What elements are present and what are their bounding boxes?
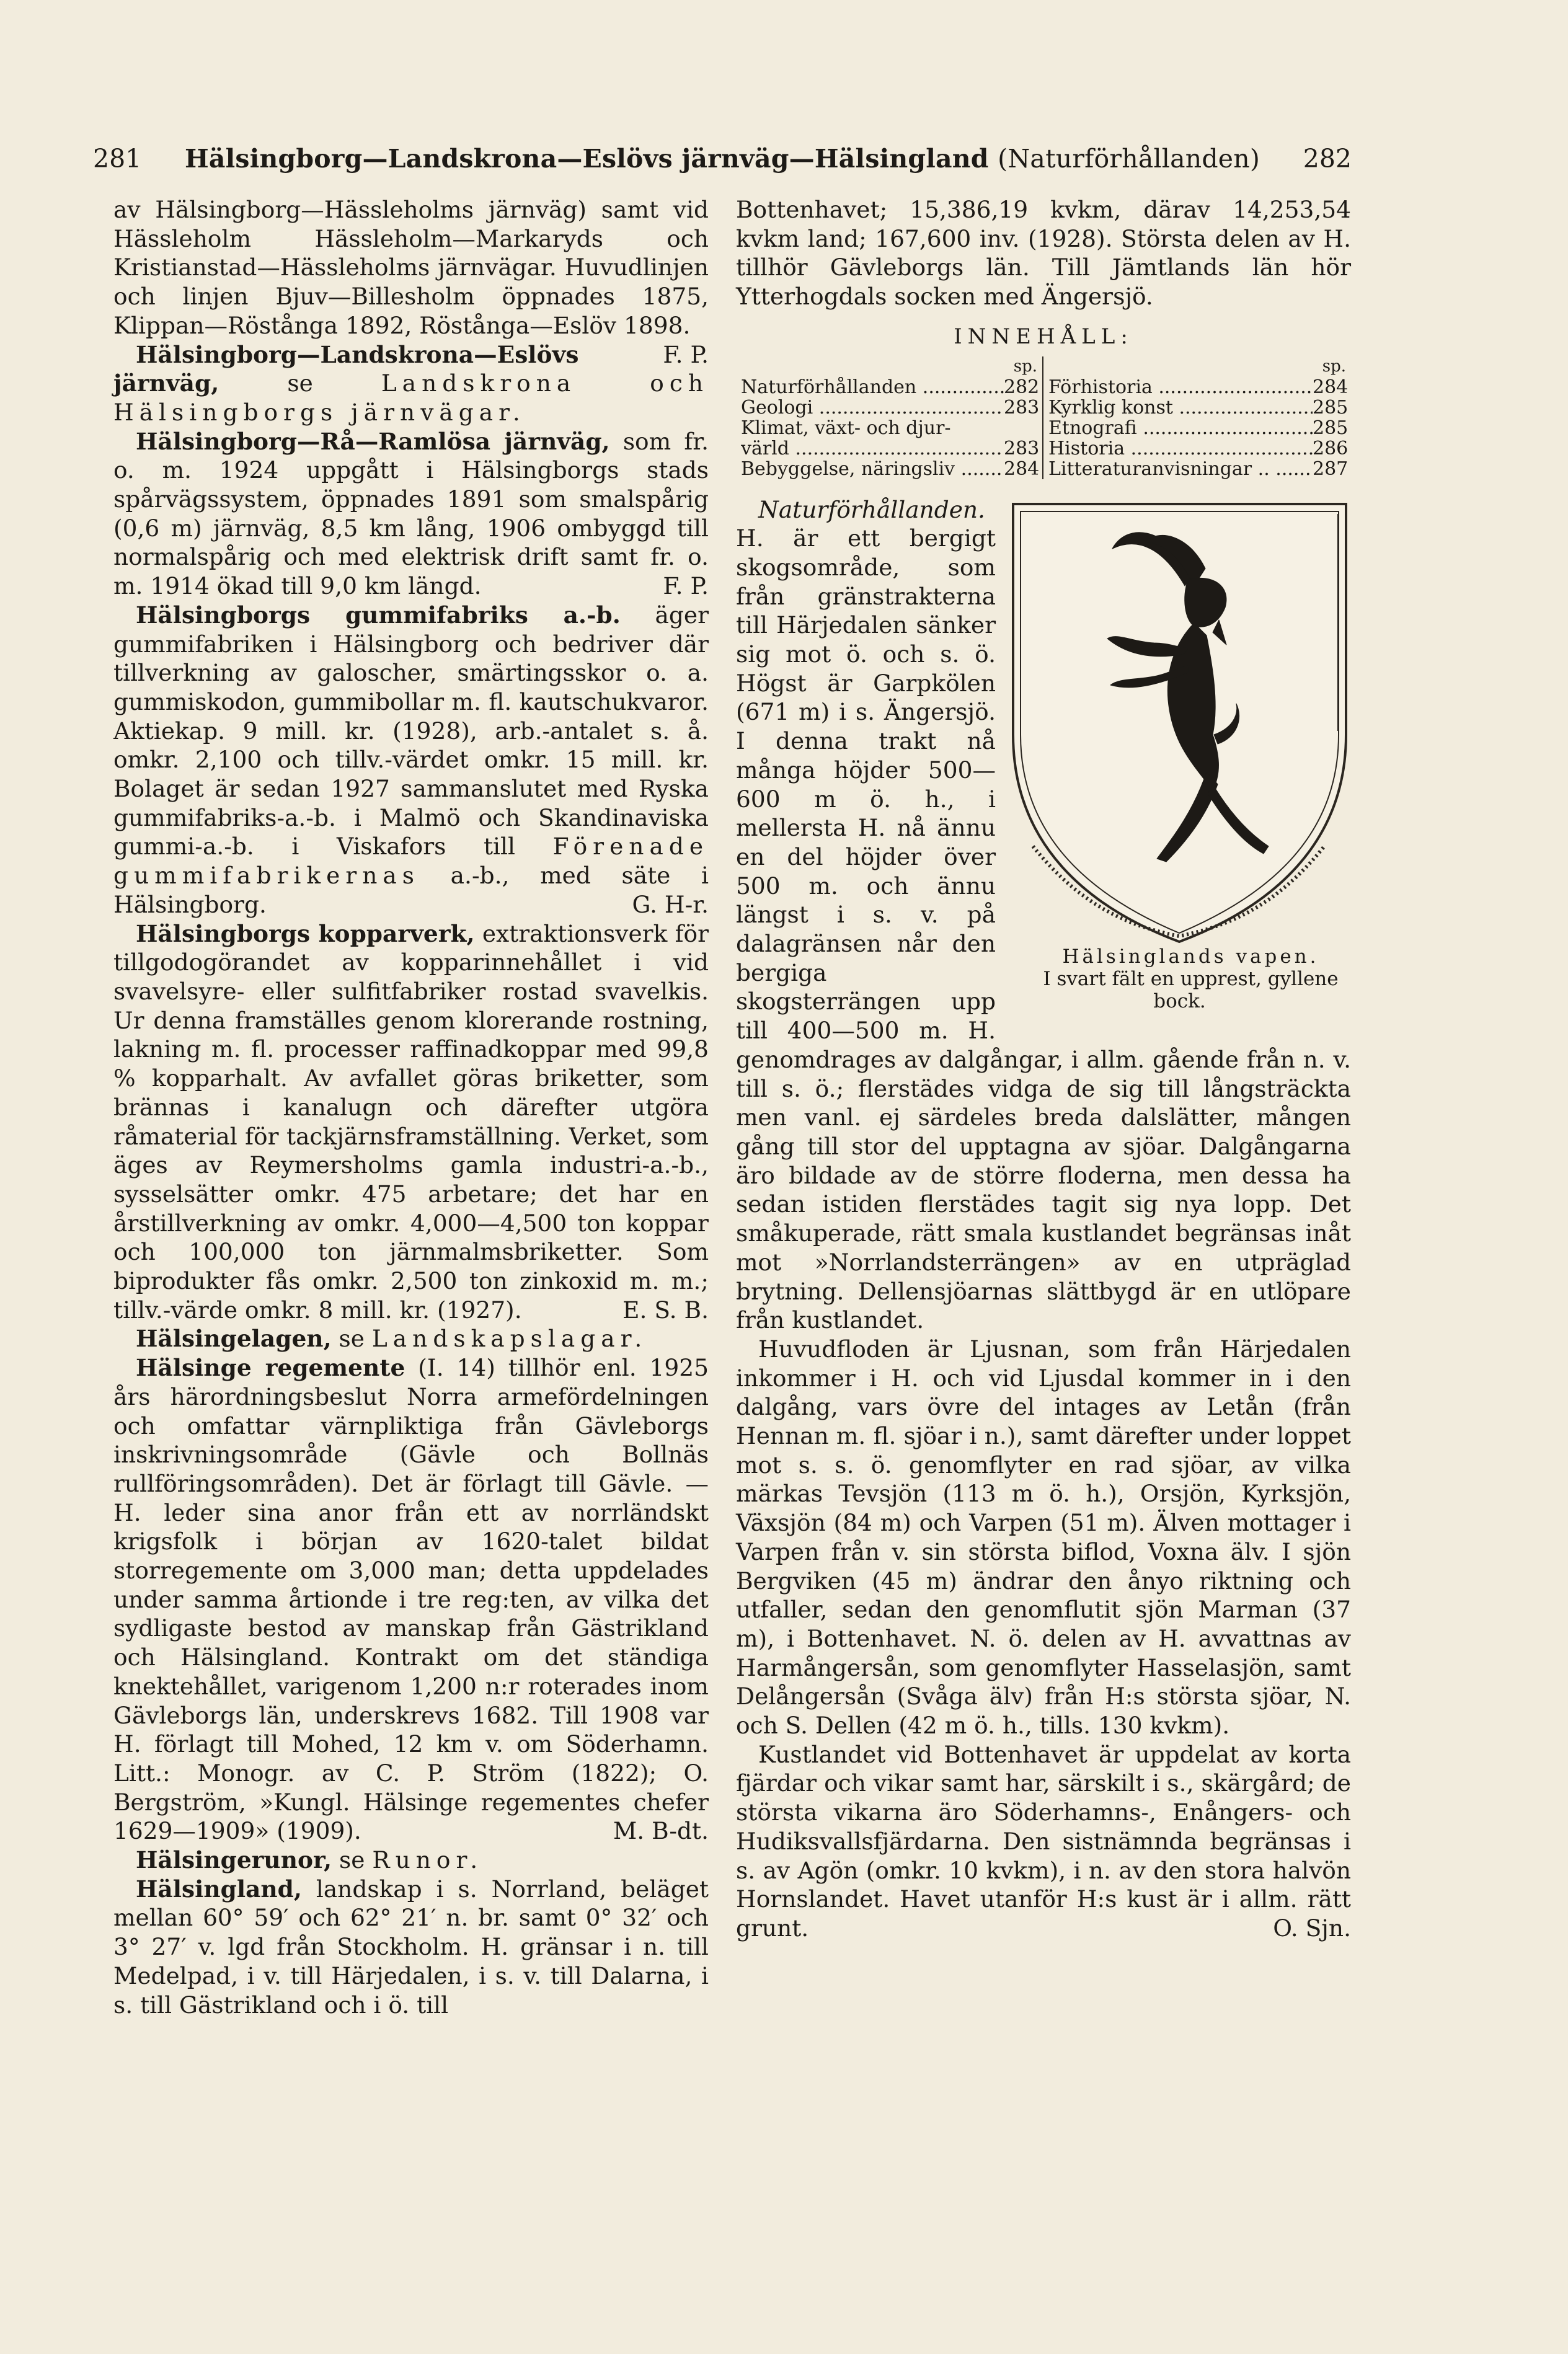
entry-hbg-ra-ramlosa: Hälsingborg—Rå—Ramlösa järnväg, som fr. o. m. 1924 uppgått i Hälsingborgs stads spårvägssystem, öppnades 1891 som smalspårig (0,6 m) järnväg, 8,5 km lång, 1906 ombyggd till normalspårig och med elektrisk drift samt fr. o. m. 1914 ökad till 9,0 km längd. F. P. bbox=[113, 427, 709, 600]
toc-sp-label: sp. bbox=[1013, 356, 1037, 376]
signature: O. Sjn. bbox=[1273, 1914, 1351, 1942]
entry-headword: Hälsingborgs kopparverk, bbox=[136, 919, 475, 947]
running-title-sub: (Naturförhållanden) bbox=[998, 144, 1260, 174]
toc-entry-page: 286 bbox=[1313, 437, 1349, 459]
toc-entry-name: Bebyggelse, näringsliv ..... bbox=[741, 459, 1004, 479]
toc-entry-page: 284 bbox=[1004, 458, 1040, 480]
page-number-left: 281 bbox=[93, 144, 142, 174]
toc-entry-page: 282 bbox=[1004, 376, 1040, 398]
toc-entry-name: Naturförhållanden ..... bbox=[741, 377, 1004, 397]
toc-entry-name: Litteraturanvisningar .. ..... bbox=[1048, 459, 1313, 479]
running-title bbox=[185, 144, 1260, 174]
toc-entry-name: Etnografi ..... bbox=[1048, 418, 1313, 438]
toc-entry-name: Förhistoria ..... bbox=[1048, 377, 1313, 397]
section-naturforhallanden: Hälsinglands vapen. I svart fält en upprest, gyllene bock. Naturförhållanden. H. är ett bergigt skogsområde, som från gränstrakterna till Härjedalen sänker sig mot ö. och s. ö. Högst är Garpkölen (671 m) i s. Ängersjö. I denna trakt nå många höjder 500—600 m ö. h., i mellersta H. nå ännu en del höjder över 500 m. och ännu längst i s. v. på dalagränsen når den bergiga skogsterrängen upp till 400—500 m. H. genomdrages av dalgångar, i allm. gående från n. v. till s. ö.; flerstädes vidga de sig till långsträckta men vanl. ej särdeles breda dalslätter, mången gång till stor del upptagna av sjöar. Dalgångarna äro bildade av de större floderna, men dessa ha sedan istiden flerstädes tagit sig nya lopp. Det småkuperade, rätt smala kustlandet begränsas inåt mot »Norrlandsterrängen» av en utpräglad brytning. Dellensjöarnas slättbygd är en utlöpare från kustlandet. bbox=[736, 495, 1351, 1334]
signature: E. S. B. bbox=[622, 1296, 709, 1324]
paragraph-coast: Kustlandet vid Bottenhavet är uppdelat av korta fjärdar och vikar samt har, särskilt i s., skärgård; de största vikarna äro Söderhamns-, Enångers- och Hudiksvallsfjärdarna. Den sistnämnda begränsas i s. av Agön (omkr. 10 kvkm), i n. av den stora halvön Hornslandet. Havet utanför H:s kust är i allm. rätt grunt. O. Sjn. bbox=[736, 1740, 1351, 1942]
caption-title: Hälsinglands vapen. bbox=[1062, 945, 1319, 968]
toc-entry-name: värld ..... bbox=[741, 438, 1004, 459]
toc-row bbox=[1048, 437, 1349, 459]
signature: F. P. bbox=[663, 340, 709, 368]
caption-text: I svart fält en upprest, gyllene bock. bbox=[1043, 967, 1339, 1012]
signature: F. P. bbox=[663, 572, 709, 600]
entry-hbg-landskrona-eslov: Hälsingborg—Landskrona—Eslövs järnväg, se Landskrona och Hälsingborgs järnvägar. bbox=[113, 340, 709, 426]
toc-sp-label: sp. bbox=[1322, 356, 1346, 376]
section-heading: Naturförhållanden. bbox=[758, 495, 985, 523]
entry-gummifabrik: Hälsingborgs gummifabriks a.-b. äger gummifabriken i Hälsingborg och bedriver där tillverkning av galoscher, smärtingsskor o. a. gummiskodon, gummibollar m. fl. kautschukvaror. Aktiekap. 9 mill. kr. (1928), arb.-antalet s. å. omkr. 2,100 och tillv.-värdet omkr. 15 mill. kr. Bolaget är sedan 1927 sammanslutet med Ryska gummifabriks-a.-b. i Malmö och Skandinaviska gummi-a.-b. i Viskafors till Förenade gummifabrikernas a.-b., med säte i Hälsingborg. G. H-r. bbox=[113, 601, 709, 918]
entry-halsingland-continued: Bottenhavet; 15,386,19 kvkm, därav 14,253,54 kvkm land; 167,600 inv. (1928). Största delen av H. tillhör Gävleborgs län. Till Jämtlands län hör Ytterhogdals socken med Ängersjö. bbox=[736, 196, 1351, 311]
toc-row bbox=[1048, 376, 1349, 398]
entry-headword: Hälsingland, bbox=[136, 1875, 302, 1903]
figure-caption bbox=[1008, 945, 1351, 1012]
entry-regemente: Hälsinge regemente (I. 14) tillhör enl. 1925 års härordningsbeslut Norra armefördelningen och omfattar värnpliktiga från Gävleborgs inskrivningsområde (Gävle och Bollnäs rullföringsområden). Det är förlagt till Gävle. — H. leder sina anor från ett av norrländskt krigsfolk i början av 1620-talet bildat storregemente om 3,000 man; detta uppdelades under samma årtionde i tre reg:ten, av vilka det sydligaste bestod av manskap från Gästrikland och Hälsingland. Kontrakt om det ständiga knektehållet, varigenom 1,200 n:r roterades inom Gävleborgs län, underskrevs 1682. Till 1908 var H. förlagt till Mohed, 12 km v. om Söderhamn. Litt.: Monogr. av C. P. Ström (1822); O. Bergström, »Kungl. Hälsinge regementes chefer 1629—1909» (1909). M. B-dt. bbox=[113, 1354, 709, 1845]
entry-continuation: av Hälsingborg—Hässleholms järnväg) samt vid Hässleholm Hässleholm—Markaryds och Kristianstad—Hässleholms järnvägar. Huvudlinjen och linjen Bjuv—Billesholm öppnades 1875, Klippan—Röstånga 1892, Röstånga—Eslöv 1898. F. P. bbox=[113, 196, 709, 368]
toc-entry-page bbox=[1004, 418, 1037, 438]
toc-entry-page: 284 bbox=[1313, 376, 1349, 398]
toc-row bbox=[741, 396, 1040, 418]
entry-headword: Hälsingerunor, bbox=[136, 1846, 332, 1874]
cross-reference: Landskapslagar. bbox=[371, 1325, 648, 1353]
toc-entry-name: Klimat, växt- och djur- bbox=[741, 417, 951, 438]
right-column bbox=[736, 195, 1351, 1943]
toc-entry-page: 283 bbox=[1004, 396, 1040, 418]
entry-headword: Hälsingborg—Rå—Ramlösa järnväg, bbox=[136, 427, 610, 455]
toc-row bbox=[741, 376, 1040, 398]
entry-headword: Hälsingborg—Landskrona—Eslövs järnväg, bbox=[113, 340, 579, 397]
goat-shield-icon bbox=[1008, 499, 1351, 945]
toc-row bbox=[741, 437, 1040, 459]
entry-halsingelagen: Hälsingelagen, se Landskapslagar. bbox=[136, 1325, 648, 1353]
entry-headword: Hälsinge regemente bbox=[136, 1354, 405, 1382]
signature: G. H-r. bbox=[632, 890, 709, 918]
entry-headword: Hälsingelagen, bbox=[136, 1325, 332, 1353]
entry-headword: Hälsingborgs gummifabriks a.-b. bbox=[136, 601, 621, 629]
toc-entry-page: 285 bbox=[1313, 396, 1349, 418]
toc-row bbox=[1048, 417, 1349, 439]
page-number-right: 282 bbox=[1303, 144, 1352, 174]
table-of-contents bbox=[736, 356, 1351, 479]
toc-row bbox=[741, 418, 1037, 438]
coat-of-arms-figure bbox=[1008, 499, 1351, 1012]
left-column bbox=[113, 195, 709, 2019]
toc-title: INNEHÅLL: bbox=[954, 324, 1133, 349]
toc-entry-page: 287 bbox=[1313, 458, 1349, 480]
toc-entry-page: 283 bbox=[1004, 437, 1040, 459]
toc-row bbox=[1048, 458, 1349, 480]
signature: M. B-dt. bbox=[613, 1817, 709, 1845]
entry-kopparverk: Hälsingborgs kopparverk, extraktionsverk för tillgodogörandet av kopparinnehållet i vid svavelsyre- eller sulfitfabriker rostad svavelkis. Ur denna framställes genom klorerande rostning, lakning m. fl. processer raffinadkoppar med 99,8 % kopparhalt. Av avfallet göras briketter, som brännas i kanalugn och därefter utgöra råmaterial för tackjärnsframställning. Verket, som äges av Reymersholms gamla industri-a.-b., sysselsätter omkr. 475 arbetare; det har en årstillverkning av omkr. 4,000—4,500 ton koppar och 100,000 ton järnmalmsbriketter. Som biprodukter fås omkr. 2,500 ton zinkoxid m. m.; tillv.-värde omkr. 8 mill. kr. (1927). E. S. B. bbox=[113, 919, 709, 1324]
entry-halsingland: Hälsingland, landskap i s. Norrland, beläget mellan 60° 59′ och 62° 21′ n. br. samt 0° 32′ och 3° 27′ v. lgd från Stockholm. H. gränsar i n. till Medelpad, i v. till Härjedalen, i s. v. till Dalarna, i s. till Gästrikland och i ö. till bbox=[113, 1875, 709, 2019]
toc-entry-name: Geologi ..... bbox=[741, 397, 1004, 418]
toc-right bbox=[1043, 356, 1351, 479]
toc-entry-name: Historia ..... bbox=[1048, 438, 1313, 459]
running-title-main: Hälsingborg—Landskrona—Eslövs järnväg—Hälsingland bbox=[184, 144, 989, 174]
cross-reference: Runor. bbox=[372, 1846, 484, 1874]
page-header bbox=[93, 144, 1352, 174]
toc-row bbox=[741, 458, 1040, 480]
cross-reference: Landskrona och Hälsingborgs järnvägar. bbox=[113, 369, 709, 426]
toc-entry-name: Kyrklig konst ..... bbox=[1048, 397, 1313, 418]
spaced-name: Förenade gummifabrikernas bbox=[113, 833, 709, 890]
toc-left bbox=[736, 356, 1043, 479]
toc-entry-page: 285 bbox=[1313, 417, 1349, 439]
toc-row bbox=[1048, 396, 1349, 418]
entry-halsingerunor: Hälsingerunor, se Runor. bbox=[136, 1846, 484, 1874]
paragraph-rivers: Huvudfloden är Ljusnan, som från Härjedalen inkommer i H. och vid Ljusdal kommer in i den dalgång, vars övre del intages av Letån (från Hennan m. fl. sjöar i n.), samt därefter under loppet mot s. s. ö. genomflyter en rad sjöar, av vilka märkas Tevsjön (113 m ö. h.), Orsjön, Kyrksjön, Växsjön (84 m) och Varpen (51 m). Älven mottager i Varpen från v. sin största biflod, Voxna älv. I sjön Bergviken (45 m) ändrar den ånyo riktning och utfaller, sedan den genomflutit sjön Marman (37 m), i Bottenhavet. N. ö. delen av H. avvattnas av Harmångersån, som genomflyter Hasselasjön, samt Delångersån (Svåga älv) från H:s största sjöar, N. och S. Dellen (42 m ö. h., tills. 130 kvkm). bbox=[736, 1335, 1351, 1740]
